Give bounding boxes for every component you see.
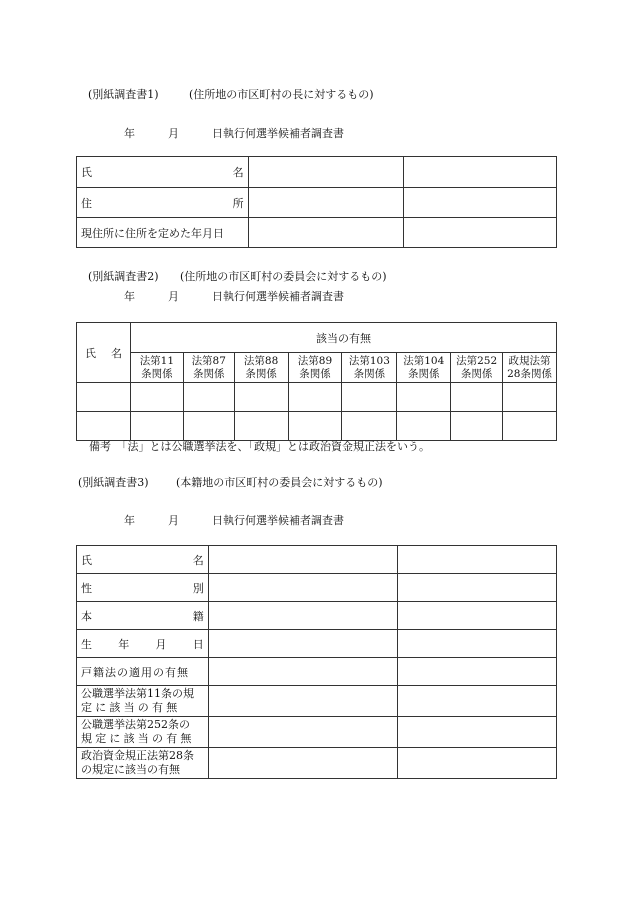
label-char: 名 [110, 346, 122, 360]
value-cell[interactable] [503, 383, 557, 412]
value-cell[interactable] [234, 383, 288, 412]
value-cell[interactable] [398, 717, 557, 748]
value-cell[interactable] [248, 218, 404, 248]
label-residence-date: 現住所に住所を定めた年月日 [77, 218, 249, 248]
table-row [77, 157, 557, 188]
value-cell[interactable] [398, 602, 557, 630]
label-line: 公職選挙法第252条の [81, 718, 190, 731]
value-cell[interactable] [404, 157, 557, 188]
table-row [77, 574, 557, 602]
title-rest: 日執行何選挙候補者調査書 [212, 127, 344, 140]
section1-title [124, 125, 344, 141]
value-cell[interactable] [248, 188, 404, 218]
label-char: 性 [81, 581, 92, 595]
label-char: 年 [118, 637, 130, 651]
value-cell[interactable] [451, 383, 503, 412]
value-cell[interactable] [77, 412, 131, 441]
label-char: 籍 [192, 609, 204, 623]
value-cell[interactable] [183, 412, 234, 441]
value-cell[interactable] [398, 630, 557, 658]
section1-heading-left: (別紙調査書1) [88, 88, 159, 101]
label-gender [77, 574, 209, 602]
value-cell[interactable] [234, 412, 288, 441]
group-header: 該当の有無 [130, 323, 556, 353]
section2-title [124, 288, 344, 304]
section1-heading-right: (住所地の市区町村の長に対するもの) [189, 88, 374, 101]
value-cell[interactable] [208, 658, 398, 686]
value-cell[interactable] [503, 412, 557, 441]
column-header: 法第103 条関係 [342, 353, 397, 383]
label-election-law-11 [77, 686, 209, 717]
column-header: 法第87 条関係 [183, 353, 234, 383]
table-row [77, 412, 557, 441]
table-row [77, 686, 557, 717]
label-char: 生 [81, 637, 92, 651]
label-family-register: 戸籍法の適用の有無 [77, 658, 209, 686]
label-char: 住 [81, 196, 92, 210]
value-cell[interactable] [208, 546, 398, 574]
section2-heading-right: (住所地の市区町村の委員会に対するもの) [180, 270, 387, 283]
section3-title [124, 512, 344, 528]
title-year: 年 [124, 290, 135, 303]
value-cell[interactable] [208, 602, 398, 630]
section2-heading-left: (別紙調査書2) [88, 270, 159, 283]
value-cell[interactable] [208, 748, 398, 779]
label-line: 規定に該当の有無 [81, 732, 195, 745]
label-line: の規定に該当の有無 [81, 763, 180, 776]
section3-heading-left: (別紙調査書3) [78, 476, 149, 489]
label-address [77, 188, 249, 218]
value-cell[interactable] [208, 630, 398, 658]
value-cell[interactable] [183, 383, 234, 412]
column-header: 法第104 条関係 [397, 353, 451, 383]
value-cell[interactable] [208, 574, 398, 602]
value-cell[interactable] [288, 412, 342, 441]
title-year: 年 [124, 514, 135, 527]
value-cell[interactable] [130, 383, 183, 412]
value-cell[interactable] [404, 218, 557, 248]
title-year: 年 [124, 127, 135, 140]
value-cell[interactable] [404, 188, 557, 218]
title-month: 月 [168, 127, 179, 140]
label-political-funds-28 [77, 748, 209, 779]
value-cell[interactable] [248, 157, 404, 188]
column-header: 法第89 条関係 [288, 353, 342, 383]
table-row [77, 383, 557, 412]
section3-heading-right: (本籍地の市区町村の委員会に対するもの) [176, 476, 383, 489]
table-row [77, 323, 557, 353]
value-cell[interactable] [398, 574, 557, 602]
value-cell[interactable] [451, 412, 503, 441]
table-row [77, 188, 557, 218]
section3-table [76, 545, 557, 779]
label-char: 氏 [81, 166, 92, 179]
table-row [77, 748, 557, 779]
column-header: 政規法第 28条関係 [503, 353, 557, 383]
title-month: 月 [168, 514, 179, 527]
column-header: 法第252 条関係 [451, 353, 503, 383]
label-name [77, 323, 131, 383]
label-name [77, 157, 249, 188]
label-char: 名 [232, 166, 244, 179]
label-name [77, 546, 209, 574]
value-cell[interactable] [398, 748, 557, 779]
label-char: 名 [192, 553, 204, 567]
column-header: 法第88 条関係 [234, 353, 288, 383]
title-month: 月 [168, 290, 179, 303]
label-char: 別 [192, 581, 204, 595]
value-cell[interactable] [342, 412, 397, 441]
label-char: 所 [232, 196, 244, 210]
value-cell[interactable] [397, 412, 451, 441]
label-domicile [77, 602, 209, 630]
label-char: 氏 [81, 553, 92, 567]
table-row [77, 546, 557, 574]
value-cell[interactable] [208, 686, 398, 717]
section2-table [76, 322, 557, 441]
label-char: 本 [81, 609, 92, 623]
label-char: 月 [155, 637, 167, 651]
table-row [77, 717, 557, 748]
value-cell[interactable] [288, 383, 342, 412]
label-char: 日 [192, 637, 204, 651]
label-line: 公職選挙法第11条の規 [81, 687, 194, 700]
value-cell[interactable] [398, 546, 557, 574]
label-line: 定に該当の有無 [81, 701, 181, 714]
table-row [77, 658, 557, 686]
value-cell[interactable] [342, 383, 397, 412]
table-row [77, 630, 557, 658]
section2-note: 備考 「法」とは公職選挙法を、「政規」とは政治資金規正法をいう。 [89, 440, 430, 453]
label-election-law-252 [77, 717, 209, 748]
title-rest: 日執行何選挙候補者調査書 [212, 514, 344, 527]
value-cell[interactable] [398, 658, 557, 686]
table-row [77, 602, 557, 630]
value-cell[interactable] [398, 686, 557, 717]
table-row [77, 353, 557, 383]
value-cell[interactable] [208, 717, 398, 748]
value-cell[interactable] [397, 383, 451, 412]
value-cell[interactable] [77, 383, 131, 412]
table-row [77, 218, 557, 248]
label-line: 政治資金規正法第28条 [81, 749, 194, 762]
label-char: 氏 [85, 346, 96, 360]
value-cell[interactable] [130, 412, 183, 441]
column-header: 法第11 条関係 [130, 353, 183, 383]
title-rest: 日執行何選挙候補者調査書 [212, 290, 344, 303]
section1-table [76, 156, 557, 248]
label-birthdate [77, 630, 209, 658]
